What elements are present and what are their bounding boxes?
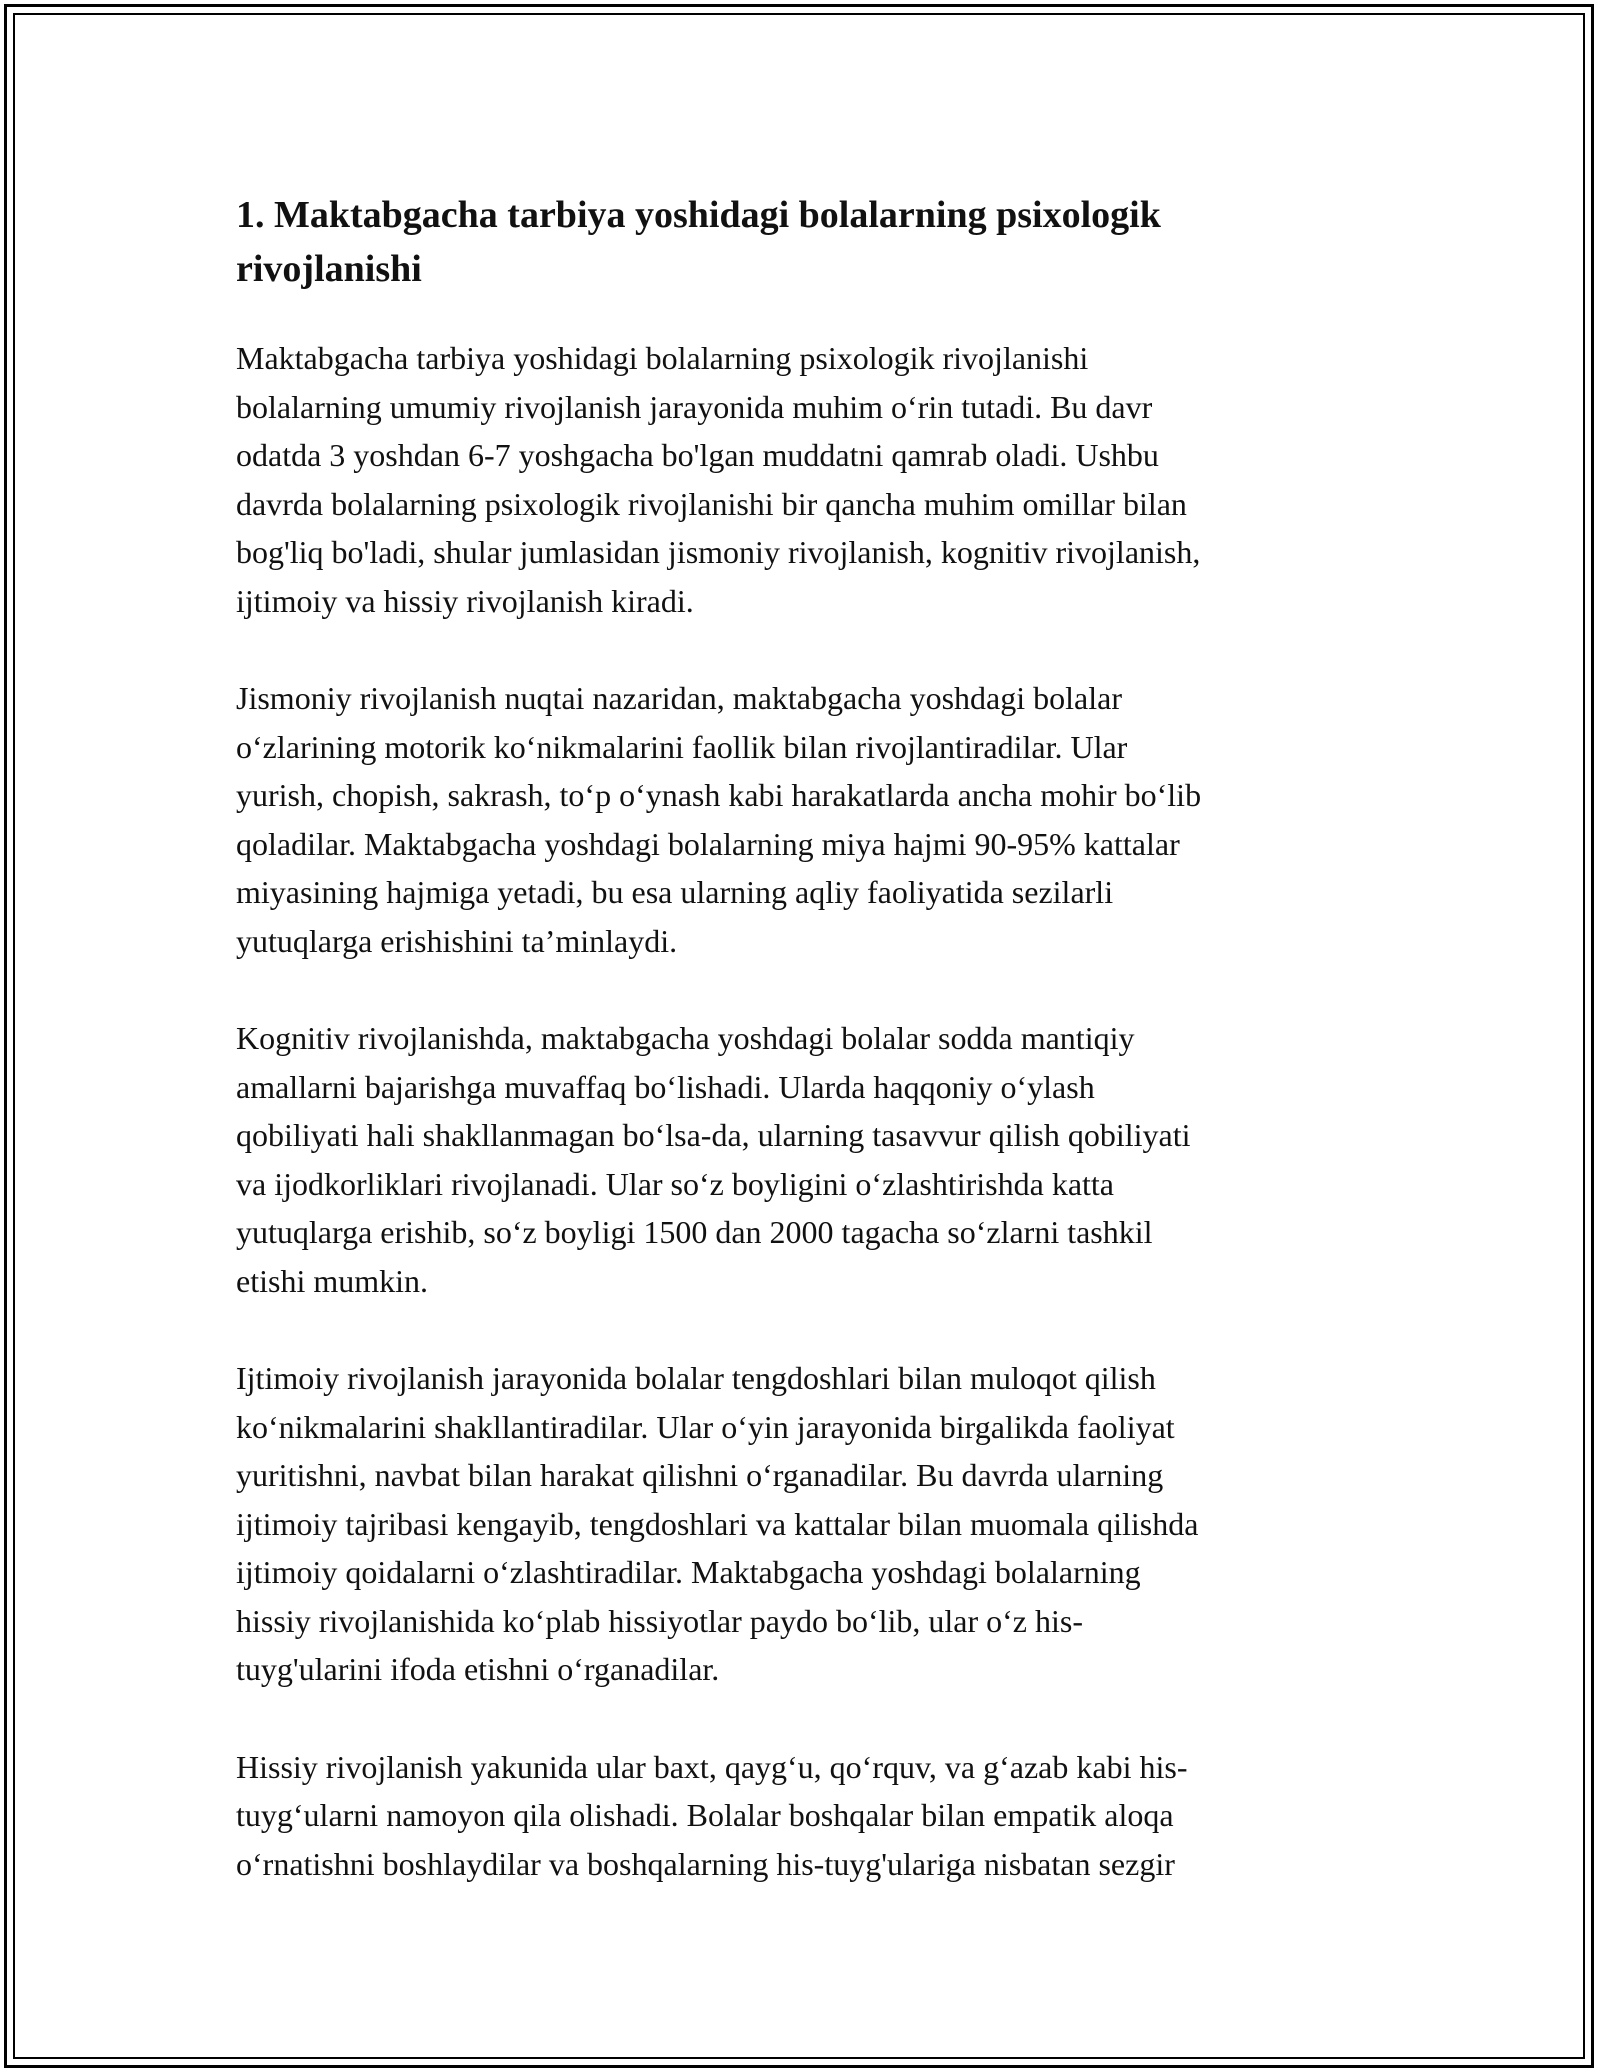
- text-line: amallarni bajarishga muvaffaq boʻlishadi. Ularda haqqoniy oʻylash: [236, 1068, 1095, 1105]
- text-line: ijtimoiy tajribasi kengayib, tengdoshlari va kattalar bilan muomala qilishda: [236, 1505, 1199, 1542]
- text-line: Jismoniy rivojlanish nuqtai nazaridan, maktabgacha yoshdagi bolalar: [236, 680, 1122, 716]
- text-line: davrda bolalarning psixologik rivojlanishi bir qancha muhim omillar bilan: [236, 485, 1187, 522]
- text-line: qobiliyati hali shakllanmagan boʻlsa-da, ularning tasavvur qilish qobiliyati: [236, 1117, 1191, 1153]
- text-line: Kognitiv rivojlanishda, maktabgacha yoshdagi bolalar sodda mantiqiy: [236, 1020, 1135, 1056]
- text-line: Maktabgacha tarbiya yoshidagi bolalarning psixologik rivojlanishi: [236, 340, 1089, 376]
- document-page: [236, 188, 1356, 1937]
- text-line: bog'liq bo'ladi, shular jumlasidan jismoniy rivojlanish, kognitiv rivojlanish,: [236, 534, 1201, 570]
- text-line: etishi mumkin.: [236, 1262, 428, 1299]
- text-line: yuritishni, navbat bilan harakat qilishni oʻrganadilar. Bu davrda ularning: [236, 1457, 1164, 1493]
- text-line: va ijodkorliklari rivojlanadi. Ular soʻz boyligini oʻzlashtirishda katta: [236, 1165, 1114, 1202]
- title-line: 1. Maktabgacha tarbiya yoshidagi bolalarning psixologik: [236, 194, 1161, 236]
- document-title: [236, 188, 1356, 296]
- text-line: oʻrnatishni boshlaydilar va boshqalarning his-tuyg'ulariga nisbatan sezgir: [236, 1845, 1175, 1882]
- text-line: yurish, chopish, sakrash, toʻp oʻynash kabi harakatlarda ancha mohir boʻlib: [236, 777, 1202, 813]
- text-line: bolalarning umumiy rivojlanish jarayonida muhim oʻrin tutadi. Bu davr: [236, 388, 1153, 425]
- text-line: ijtimoiy qoidalarni oʻzlashtiradilar. Maktabgacha yoshdagi bolalarning: [236, 1554, 1141, 1590]
- paragraph-physical-development: [236, 674, 1356, 965]
- paragraph-introduction: [236, 334, 1356, 625]
- text-line: ijtimoiy va hissiy rivojlanish kiradi.: [236, 582, 694, 619]
- title-line: rivojlanishi: [236, 248, 422, 290]
- paragraph-social-development: [236, 1354, 1356, 1694]
- text-line: yutuqlarga erishib, soʻz boyligi 1500 dan 2000 tagacha soʻzlarni tashkil: [236, 1214, 1153, 1250]
- paragraph-cognitive-development: [236, 1014, 1356, 1305]
- text-line: Hissiy rivojlanish yakunida ular baxt, qaygʻu, qoʻrquv, va gʻazab kabi his-: [236, 1748, 1188, 1785]
- text-line: qoladilar. Maktabgacha yoshdagi bolalarning miya hajmi 90-95% kattalar: [236, 825, 1180, 862]
- text-line: hissiy rivojlanishida koʻplab hissiyotlar paydo boʻlib, ular oʻz his-: [236, 1602, 1083, 1639]
- text-line: Ijtimoiy rivojlanish jarayonida bolalar tengdoshlari bilan muloqot qilish: [236, 1360, 1156, 1396]
- text-line: koʻnikmalarini shakllantiradilar. Ular oʻyin jarayonida birgalikda faoliyat: [236, 1408, 1175, 1445]
- text-line: miyasining hajmiga yetadi, bu esa ularning aqliy faoliyatida sezilarli: [236, 874, 1114, 910]
- text-line: yutuqlarga erishishini ta’minlaydi.: [236, 922, 678, 959]
- text-line: odatda 3 yoshdan 6-7 yoshgacha bo'lgan muddatni qamrab oladi. Ushbu: [236, 437, 1159, 473]
- text-line: oʻzlarining motorik koʻnikmalarini faollik bilan rivojlantiradilar. Ular: [236, 728, 1128, 765]
- paragraph-emotional-development: [236, 1743, 1356, 1889]
- text-line: tuygʻularni namoyon qila olishadi. Bolalar boshqalar bilan empatik aloqa: [236, 1797, 1174, 1833]
- text-line: tuyg'ularini ifoda etishni oʻrganadilar.: [236, 1651, 720, 1687]
